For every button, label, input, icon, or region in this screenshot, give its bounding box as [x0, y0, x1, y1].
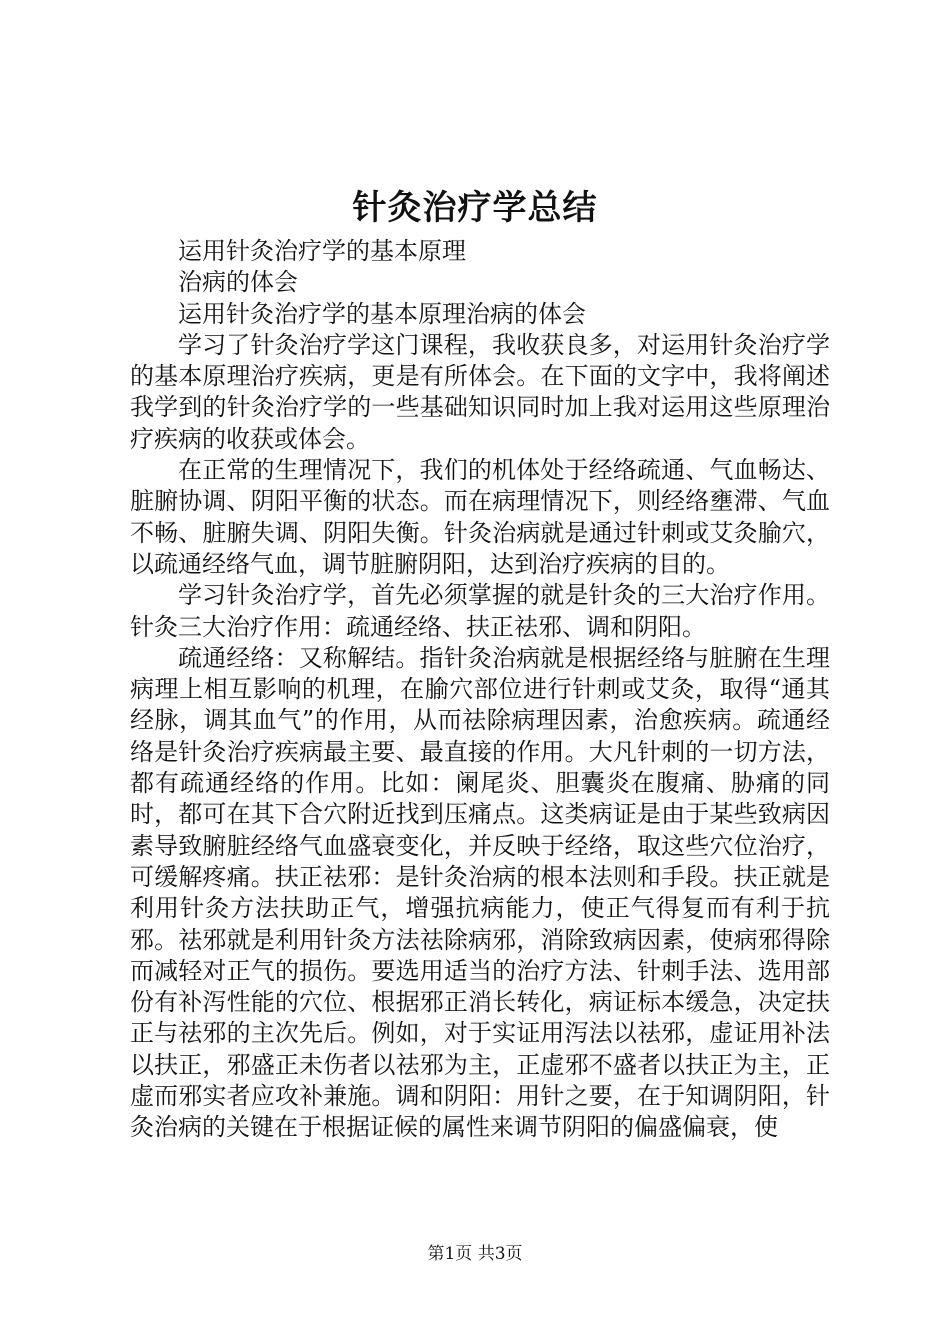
document-title: 针灸治疗学总结	[352, 188, 598, 228]
paragraph-heading-3: 运用针灸治疗学的基本原理治病的体会	[178, 299, 586, 328]
paragraph-three-effects: 学习针灸治疗学，首先必须掌握的就是针灸的三大治疗作用。针灸三大治疗作用：疏通经络、扶正祛邪、调和阴阳。	[130, 581, 830, 641]
paragraph-meridians: 疏通经络：又称解结。指针灸治病就是根据经络与脏腑在生理病理上相互影响的机理，在腧穴部位进行针刺或艾灸，取得“通其经脉，调其血气”的作用，从而祛除病理因素，治愈疾病。疏通经络是针灸治疗疾病最主要、最直接的作用。大凡针刺的一切方法，都有疏通经络的作用。比如：阑尾炎、胆囊炎在腹痛、胁痛的同时，都可在其下合穴附近找到压痛点。这类病证是由于某些致病因素导致腑脏经络气血盛衰变化，并反映于经络，取这些穴位治疗，可缓解疼痛。扶正祛邪：是针灸治病的根本法则和手段。扶正就是利用针灸方法扶助正气，增强抗病能力，使正气得复而有利于抗邪。祛邪就是利用针灸方法祛除病邪，消除致病因素，使病邪得除而减轻对正气的损伤。要选用适当的治疗方法、针刺手法、选用部份有补泻性能的穴位、根据邪正消长转化，病证标本缓急，决定扶正与祛邪的主次先后。例如，对于实证用泻法以祛邪，虚证用补法以扶正，邪盛正未伤者以祛邪为主，正虚邪不盛者以扶正为主，正虚而邪实者应攻补兼施。调和阴阳：用针之要，在于知调阴阳，针灸治病的关键在于根据证候的属性来调节阴阳的偏盛偏衰，使	[130, 643, 830, 1142]
paragraph-heading-2: 治病的体会	[178, 268, 298, 297]
paragraph-heading-1: 运用针灸治疗学的基本原理	[178, 237, 466, 265]
paragraph-physiology: 在正常的生理情况下，我们的机体处于经络疏通、气血畅达、脏腑协调、阴阳平衡的状态。而在病理情况下，则经络壅滞、气血不畅、脏腑失调、阴阳失衡。针灸治病就是通过针刺或艾灸腧穴，以疏通经络气血，调节脏腑阴阳，达到治疗疾病的目的。	[130, 456, 830, 578]
paragraph-intro: 学习了针灸治疗学这门课程，我收获良多，对运用针灸治疗学的基本原理治疗疾病，更是有所体会。在下面的文字中，我将阐述我学到的针灸治疗学的一些基础知识同时加上我对运用这些原理治疗疾病的收获或体会。	[130, 330, 830, 453]
page-footer: 第1页 共3页	[427, 1244, 523, 1264]
document-body	[130, 236, 830, 1144]
